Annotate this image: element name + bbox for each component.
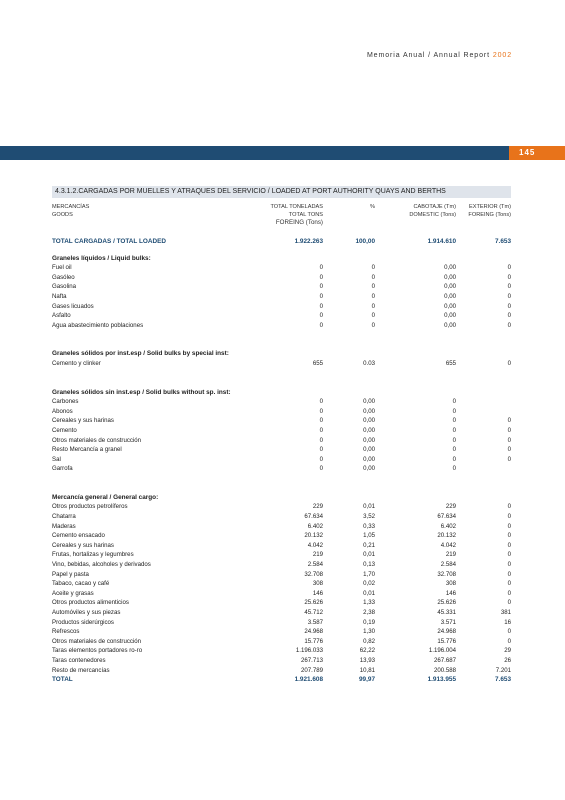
col-domestic-header: CABOTAJE (Tm) DOMESTIC (Tons) bbox=[409, 204, 456, 218]
row-foreign: 0 bbox=[507, 417, 511, 425]
row-pct: 0,19 bbox=[363, 618, 375, 626]
row-total: 1.921.608 bbox=[294, 676, 323, 684]
row-pct: 0 bbox=[371, 312, 375, 320]
row-pct: 0,00 bbox=[363, 417, 375, 425]
row-total: 0 bbox=[319, 273, 323, 281]
row-pct: 0,00 bbox=[363, 426, 375, 434]
row-pct: 0 bbox=[371, 264, 375, 272]
row-total: 6.402 bbox=[307, 522, 323, 530]
row-domestic: 67.634 bbox=[437, 513, 456, 521]
group-heading bbox=[52, 254, 511, 264]
row-pct: 2,38 bbox=[363, 609, 375, 616]
table-row bbox=[52, 637, 511, 647]
row-label: Gasóleo bbox=[52, 273, 75, 281]
row-domestic: 0 bbox=[452, 407, 456, 415]
row-pct: 0,21 bbox=[363, 541, 375, 549]
row-foreign: 0 bbox=[507, 264, 511, 272]
row-foreign: 0 bbox=[507, 599, 511, 607]
row-domestic: 308 bbox=[445, 580, 456, 588]
row-domestic: 6.402 bbox=[440, 522, 456, 530]
row-pct: 0,00 bbox=[363, 398, 375, 406]
row-foreign: 0 bbox=[507, 570, 511, 578]
row-total: 655 bbox=[312, 359, 323, 367]
row-label: Otros productos alimenticios bbox=[52, 599, 129, 607]
row-foreign: 0 bbox=[507, 503, 511, 511]
row-domestic: 200.588 bbox=[433, 666, 456, 674]
row-foreign: 0 bbox=[507, 359, 511, 367]
row-label: Sal bbox=[52, 455, 61, 463]
row-pct: 1,05 bbox=[363, 532, 375, 540]
row-pct: 0,01 bbox=[363, 551, 375, 559]
row-foreign: 7.653 bbox=[495, 238, 511, 245]
row-foreign: 0 bbox=[507, 436, 511, 444]
row-total: 0 bbox=[319, 321, 323, 329]
table-row bbox=[52, 464, 511, 474]
row-pct: 0.03 bbox=[363, 359, 375, 367]
table-row bbox=[52, 570, 511, 580]
row-label: Refrescos bbox=[52, 628, 80, 636]
row-total: 0 bbox=[319, 436, 323, 444]
row-pct: 0,00 bbox=[363, 446, 375, 454]
row-label: Resto de mercancías bbox=[52, 666, 110, 674]
group-heading-label: Graneles sólidos por inst.esp / Solid bulks by special inst: bbox=[52, 350, 229, 358]
row-label: TOTAL bbox=[52, 676, 73, 684]
row-label: Carbones bbox=[52, 398, 79, 406]
row-pct: 0,00 bbox=[363, 465, 375, 473]
group-spacer bbox=[52, 330, 511, 349]
group-heading bbox=[52, 493, 511, 503]
row-foreign: 0 bbox=[507, 580, 511, 588]
row-pct: 0,00 bbox=[363, 455, 375, 463]
row-domestic: 0,00 bbox=[444, 264, 456, 272]
row-label: Garrofa bbox=[52, 465, 73, 473]
row-total: 0 bbox=[319, 264, 323, 272]
row-pct: 100,00 bbox=[355, 238, 375, 245]
section-title: 4.3.1.2.CARGADAS POR MUELLES Y ATRAQUES DEL SERVICIO / LOADED AT PORT AUTHORITY QUAYS AND BERTHS bbox=[52, 186, 511, 198]
row-label: TOTAL CARGADAS / TOTAL LOADED bbox=[52, 238, 166, 245]
row-label: Otros materiales de construcción bbox=[52, 637, 142, 645]
row-label: Cemento y clinker bbox=[52, 359, 101, 367]
table-row bbox=[52, 407, 511, 417]
row-total: 0 bbox=[319, 455, 323, 463]
row-pct: 62,22 bbox=[359, 647, 375, 655]
row-foreign: 26 bbox=[504, 656, 511, 664]
row-foreign: 0 bbox=[507, 628, 511, 636]
col-total-header: TOTAL TONELADAS TOTAL TONS FOREING (Tons) bbox=[270, 204, 323, 226]
col-pct-header: % bbox=[370, 204, 375, 210]
row-total: 2.584 bbox=[307, 561, 323, 569]
row-domestic: 15.776 bbox=[437, 637, 456, 645]
table-row bbox=[52, 618, 511, 628]
group-spacer bbox=[52, 247, 511, 254]
row-total: 4.042 bbox=[307, 541, 323, 549]
row-total: 32.708 bbox=[304, 570, 323, 578]
row-label: Asfalto bbox=[52, 312, 71, 320]
row-label: Automóviles y sus piezas bbox=[52, 609, 121, 616]
row-pct: 0 bbox=[371, 321, 375, 329]
table-row bbox=[52, 627, 511, 637]
running-head-year: 2002 bbox=[492, 52, 512, 59]
row-label: Gasolina bbox=[52, 283, 77, 291]
table-row bbox=[52, 445, 511, 455]
row-domestic: 2.584 bbox=[440, 561, 456, 569]
row-domestic: 0 bbox=[452, 436, 456, 444]
row-total: 267.713 bbox=[300, 656, 323, 664]
group-heading bbox=[52, 349, 511, 359]
row-domestic: 25.626 bbox=[437, 599, 456, 607]
row-domestic: 0,00 bbox=[444, 302, 456, 310]
table-row bbox=[52, 608, 511, 618]
row-total: 219 bbox=[312, 551, 323, 559]
table-header bbox=[52, 204, 511, 237]
group-spacer bbox=[52, 369, 511, 388]
row-total: 0 bbox=[319, 398, 323, 406]
row-foreign: 0 bbox=[507, 589, 511, 597]
row-total: 24.968 bbox=[304, 628, 323, 636]
row-pct: 1,70 bbox=[363, 570, 375, 578]
row-label: Papel y pasta bbox=[52, 570, 89, 578]
row-label: Aceite y grasas bbox=[52, 589, 94, 597]
table-row bbox=[52, 666, 511, 676]
row-pct: 0,02 bbox=[363, 580, 375, 588]
row-label: Taras contenedores bbox=[52, 656, 106, 664]
row-total: 45.712 bbox=[304, 609, 323, 616]
row-domestic: 0 bbox=[452, 446, 456, 454]
row-label: Gases licuados bbox=[52, 302, 94, 310]
row-foreign: 0 bbox=[507, 541, 511, 549]
row-label: Nafta bbox=[52, 292, 67, 300]
col-foreign-header: EXTERIOR (Tm) FOREING (Tons) bbox=[468, 204, 511, 218]
table-row bbox=[52, 321, 511, 331]
row-foreign: 0 bbox=[507, 292, 511, 300]
table-row bbox=[52, 359, 511, 369]
row-domestic: 0 bbox=[452, 417, 456, 425]
row-domestic: 0,00 bbox=[444, 283, 456, 291]
row-total: 1.196.033 bbox=[295, 647, 323, 655]
row-pct: 0,33 bbox=[363, 522, 375, 530]
row-domestic: 32.708 bbox=[437, 570, 456, 578]
table-row bbox=[52, 541, 511, 551]
row-domestic: 0,00 bbox=[444, 312, 456, 320]
row-label: Chatarra bbox=[52, 513, 76, 521]
row-pct: 0,01 bbox=[363, 589, 375, 597]
table-row bbox=[52, 426, 511, 436]
row-domestic: 0 bbox=[452, 426, 456, 434]
cargo-groups bbox=[52, 247, 511, 676]
table-row bbox=[52, 311, 511, 321]
row-pct: 10,81 bbox=[359, 666, 375, 674]
row-domestic: 0 bbox=[452, 455, 456, 463]
row-pct: 0 bbox=[371, 302, 375, 310]
row-label: Frutas, hortalizas y legumbres bbox=[52, 551, 134, 559]
row-total: 0 bbox=[319, 446, 323, 454]
table-row bbox=[52, 598, 511, 608]
row-foreign: 0 bbox=[507, 455, 511, 463]
row-total: 25.626 bbox=[304, 599, 323, 607]
row-label: Taras elementos portadores ro-ro bbox=[52, 647, 143, 655]
table-row bbox=[52, 512, 511, 522]
row-total: 15.776 bbox=[304, 637, 323, 645]
row-pct: 13,93 bbox=[359, 656, 375, 664]
table-row bbox=[52, 302, 511, 312]
row-domestic: 219 bbox=[445, 551, 456, 559]
row-pct: 0,00 bbox=[363, 436, 375, 444]
row-label: Cemento bbox=[52, 426, 77, 434]
row-domestic: 655 bbox=[445, 359, 456, 367]
row-foreign: 0 bbox=[507, 532, 511, 540]
table-row bbox=[52, 397, 511, 407]
table-row bbox=[52, 282, 511, 292]
row-domestic: 146 bbox=[445, 589, 456, 597]
row-pct: 0,82 bbox=[363, 637, 375, 645]
header-band bbox=[0, 146, 509, 160]
table-row bbox=[52, 263, 511, 273]
table-row bbox=[52, 550, 511, 560]
row-foreign: 0 bbox=[507, 561, 511, 569]
table-row bbox=[52, 589, 511, 599]
row-foreign: 7.653 bbox=[495, 676, 511, 684]
table-row bbox=[52, 292, 511, 302]
row-pct: 0 bbox=[371, 273, 375, 281]
row-foreign: 0 bbox=[507, 551, 511, 559]
table-row bbox=[52, 436, 511, 446]
total-loaded-row bbox=[52, 237, 511, 247]
row-label: Tabaco, cacao y café bbox=[52, 580, 110, 588]
row-label: Agua abastecimiento poblaciones bbox=[52, 321, 144, 329]
table-row bbox=[52, 416, 511, 426]
table-row bbox=[52, 455, 511, 465]
row-pct: 0,13 bbox=[363, 561, 375, 569]
row-foreign: 0 bbox=[507, 522, 511, 530]
row-domestic: 4.042 bbox=[440, 541, 456, 549]
row-label: Otros productos petrolíferos bbox=[52, 503, 128, 511]
row-domestic: 45.331 bbox=[437, 609, 456, 616]
row-label: Abonos bbox=[52, 407, 73, 415]
row-total: 3.587 bbox=[307, 618, 323, 626]
row-domestic: 0 bbox=[452, 465, 456, 473]
row-foreign: 0 bbox=[507, 321, 511, 329]
row-label: Resto Mercancía a granel bbox=[52, 446, 122, 454]
row-total: 229 bbox=[312, 503, 323, 511]
row-domestic: 267.687 bbox=[433, 656, 456, 664]
row-total: 0 bbox=[319, 283, 323, 291]
row-domestic: 0 bbox=[452, 398, 456, 406]
table-row bbox=[52, 656, 511, 666]
row-label: Fuel oil bbox=[52, 264, 72, 272]
row-domestic: 20.132 bbox=[437, 532, 456, 540]
row-foreign: 0 bbox=[507, 302, 511, 310]
group-heading-label: Graneles líquidos / Liquid bulks: bbox=[52, 254, 151, 262]
row-foreign: 7.201 bbox=[495, 666, 511, 674]
row-total: 0 bbox=[319, 292, 323, 300]
row-pct: 1,30 bbox=[363, 628, 375, 636]
row-label: Productos siderúrgicos bbox=[52, 618, 114, 626]
row-domestic: 1.914.610 bbox=[427, 238, 456, 245]
table-row bbox=[52, 579, 511, 589]
row-pct: 0 bbox=[371, 283, 375, 291]
row-foreign: 0 bbox=[507, 273, 511, 281]
table-row bbox=[52, 646, 511, 656]
table-row bbox=[52, 531, 511, 541]
row-label: Vino, bebidas, alcoholes y derivados bbox=[52, 561, 151, 569]
row-total: 0 bbox=[319, 407, 323, 415]
row-domestic: 3.571 bbox=[440, 618, 456, 626]
group-heading bbox=[52, 388, 511, 398]
running-head bbox=[367, 52, 512, 59]
row-domestic: 1.913.955 bbox=[427, 676, 456, 684]
row-foreign: 16 bbox=[504, 618, 511, 626]
row-foreign: 0 bbox=[507, 513, 511, 521]
row-pct: 0,01 bbox=[363, 503, 375, 511]
running-head-text: Memoria Anual / Annual Report bbox=[366, 52, 490, 59]
group-spacer bbox=[52, 474, 511, 493]
row-total: 0 bbox=[319, 302, 323, 310]
row-domestic: 0,00 bbox=[444, 321, 456, 329]
row-total: 308 bbox=[312, 580, 323, 588]
row-domestic: 0,00 bbox=[444, 273, 456, 281]
row-foreign: 0 bbox=[507, 446, 511, 454]
row-pct: 3,52 bbox=[363, 513, 375, 521]
row-total: 0 bbox=[319, 312, 323, 320]
row-label: Cereales y sus harinas bbox=[52, 417, 114, 425]
row-label: Cereales y sus harinas bbox=[52, 541, 114, 549]
row-domestic: 1.196.004 bbox=[428, 647, 456, 655]
table-row bbox=[52, 560, 511, 570]
grand-total-row bbox=[52, 675, 511, 685]
row-pct: 0,00 bbox=[363, 407, 375, 415]
row-foreign: 0 bbox=[507, 426, 511, 434]
group-heading-label: Mercancía general / General cargo: bbox=[52, 493, 159, 501]
row-foreign: 0 bbox=[507, 637, 511, 645]
row-total: 207.789 bbox=[300, 666, 323, 674]
row-total: 0 bbox=[319, 426, 323, 434]
row-label: Otros materiales de construcción bbox=[52, 436, 142, 444]
row-total: 146 bbox=[312, 589, 323, 597]
row-total: 20.132 bbox=[304, 532, 323, 540]
row-total: 1.922.263 bbox=[294, 238, 323, 245]
row-total: 0 bbox=[319, 417, 323, 425]
data-table bbox=[52, 204, 511, 685]
page-number: 145 bbox=[509, 146, 565, 160]
group-heading-label: Graneles sólidos sin inst.esp / Solid bulks without sp. inst: bbox=[52, 388, 231, 396]
row-domestic: 229 bbox=[445, 503, 456, 511]
row-foreign: 381 bbox=[500, 609, 511, 616]
row-label: Maderas bbox=[52, 522, 76, 530]
row-label: Cemento ensacado bbox=[52, 532, 105, 540]
table-row bbox=[52, 273, 511, 283]
row-pct: 1,33 bbox=[363, 599, 375, 607]
row-domestic: 24.968 bbox=[437, 628, 456, 636]
table-row bbox=[52, 522, 511, 532]
row-total: 0 bbox=[319, 465, 323, 473]
row-pct: 99,97 bbox=[359, 676, 375, 684]
row-pct: 0 bbox=[371, 292, 375, 300]
row-domestic: 0,00 bbox=[444, 292, 456, 300]
col-goods-header: MERCANCÍAS GOODS bbox=[52, 204, 90, 218]
row-foreign: 0 bbox=[507, 283, 511, 291]
row-foreign: 29 bbox=[504, 647, 511, 655]
row-foreign: 0 bbox=[507, 312, 511, 320]
row-total: 67.634 bbox=[304, 513, 323, 521]
table-row bbox=[52, 502, 511, 512]
